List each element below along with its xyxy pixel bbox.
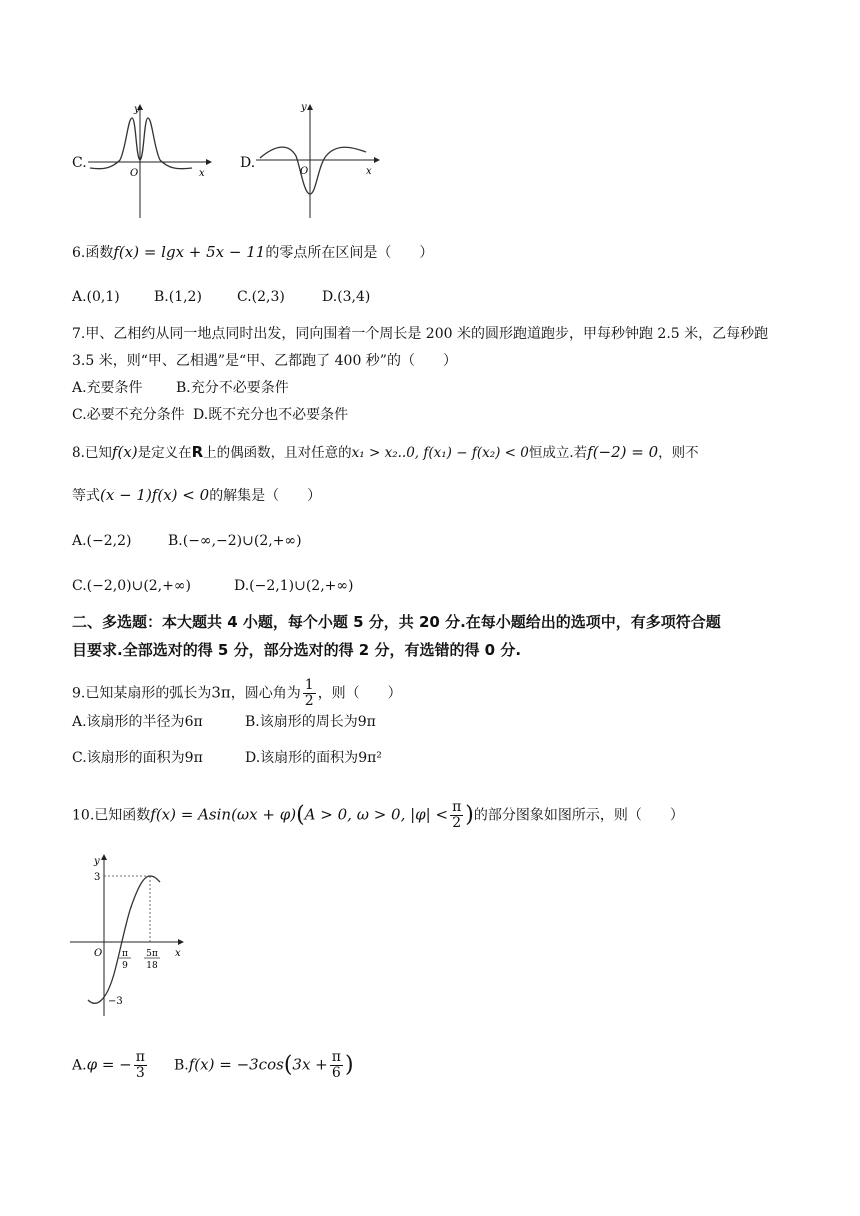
section2-line2: 目要求.全部选对的得 5 分，部分选对的得 2 分，有选错的得 0 分.: [72, 641, 522, 659]
c-y-label: y: [134, 104, 140, 115]
c-x-label: x: [199, 168, 205, 179]
graph-d: [254, 98, 380, 222]
q6-option-d[interactable]: D.(3,4): [322, 289, 371, 305]
q9-option-a[interactable]: A.该扇形的半径为6π: [72, 714, 203, 730]
graph-c: [86, 98, 212, 222]
q7-option-a[interactable]: A.充要条件: [72, 380, 143, 396]
q10-tick1-den: 9: [122, 961, 128, 971]
option-d-label: D.: [240, 155, 256, 171]
q6-stem: 6.函数f(x) = lgx + 5x − 11的零点所在区间是（ ）: [72, 243, 434, 261]
q8-option-b[interactable]: B.(−∞,−2)∪(2,+∞): [168, 533, 302, 549]
q9-option-c[interactable]: C.该扇形的面积为9π: [72, 750, 203, 766]
d-y-label: y: [301, 102, 307, 113]
q10-tick2-num: 5π: [146, 949, 158, 959]
q10-bottom-tick: −3: [108, 996, 123, 1007]
q10-y-label: y: [94, 856, 100, 867]
q7-option-c[interactable]: C.必要不充分条件: [72, 407, 185, 423]
option-c-label: C.: [72, 155, 87, 171]
q6-option-b[interactable]: B.(1,2): [154, 289, 202, 305]
q10-stem: 10.已知函数f(x) = Asin(ωx + φ)(A > 0, ω > 0, |φ| < $\frac{\pi}{2}$ )的部分图象如图所示，则（ ）: [72, 799, 684, 831]
q8-line1: 8.已知f(x)是定义在R上的偶函数，且对任意的x₁ > x₂..0, f(x₁) − f(x₂) < 0恒成立.若f(−2) = 0，则不: [72, 443, 699, 461]
q10-x-label: x: [175, 948, 181, 959]
q10-graph: [70, 852, 190, 1022]
c-origin-label: O: [130, 168, 139, 179]
d-x-label: x: [366, 166, 372, 177]
q10-tick2-den: 18: [146, 961, 158, 971]
d-origin-label: O: [300, 166, 309, 177]
q10-option-b[interactable]: B.f(x) = −3cos(3x + $\frac{\pi}{6}$ ): [174, 1049, 354, 1081]
q10-top-tick: 3: [94, 872, 101, 883]
q7-option-b[interactable]: B.充分不必要条件: [176, 380, 289, 396]
q6-option-a[interactable]: A.(0,1): [72, 289, 120, 305]
q8-option-c[interactable]: C.(−2,0)∪(2,+∞): [72, 578, 191, 594]
q8-option-a[interactable]: A.(−2,2): [72, 533, 132, 549]
q10-origin-label: O: [94, 948, 103, 959]
q9-stem: 9.已知某扇形的弧长为3π，圆心角为 $\frac{1}{2}$ ，则（ ）: [72, 677, 402, 709]
q9-option-b[interactable]: B.该扇形的周长为9π: [245, 714, 376, 730]
q9-option-d[interactable]: D.该扇形的面积为9π²: [245, 750, 382, 766]
q8-line2: 等式(x − 1)f(x) < 0的解集是（ ）: [72, 486, 322, 504]
q10-tick1-num: π: [122, 949, 128, 959]
q8-option-d[interactable]: D.(−2,1)∪(2,+∞): [234, 578, 354, 594]
q10-option-a[interactable]: A.φ = − $\frac{\pi}{3}$: [72, 1049, 145, 1081]
section2-line1: 二、多选题：本大题共 4 小题，每个小题 5 分，共 20 分.在每小题给出的选项中，有多项符合题: [72, 613, 721, 631]
q7-line2: 3.5 米，则“甲、乙相遇”是“甲、乙都跑了 400 秒”的（ ）: [72, 353, 457, 369]
q6-option-c[interactable]: C.(2,3): [237, 289, 285, 305]
q7-line1: 7.甲、乙相约从同一地点同时出发，同向围着一个周长是 200 米的圆形跑道跑步，甲每秒钟跑 2.5 米，乙每秒跑: [72, 326, 769, 342]
q7-option-d[interactable]: D.既不充分也不必要条件: [193, 407, 349, 423]
